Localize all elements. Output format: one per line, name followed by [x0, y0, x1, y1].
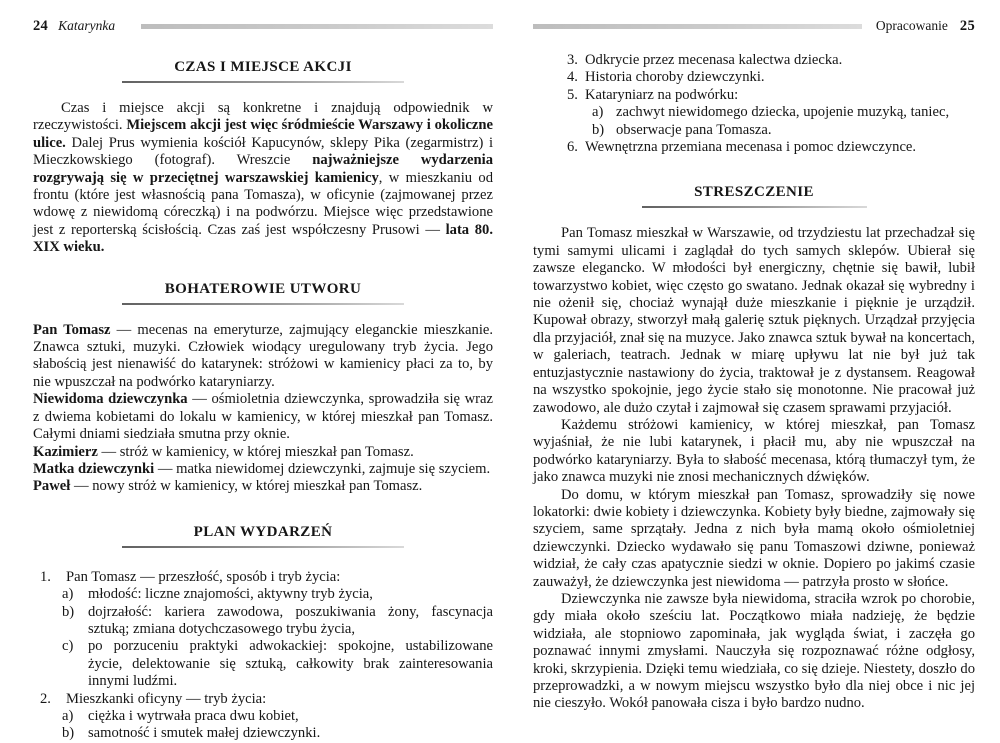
plan-item	[40, 569, 493, 586]
text-segment-bold: najważniejsze wydarzenia rozgrywają się w przeciętnej warszawskiej kamienicy	[33, 152, 493, 186]
plan-subitem	[62, 725, 493, 742]
plan-item	[567, 69, 975, 86]
plan-subitem	[592, 104, 975, 121]
plan-item-text: Pan Tomasz — przeszłość, sposób i tryb życia:	[66, 568, 341, 585]
plan-item	[567, 87, 975, 104]
running-header-right	[533, 18, 975, 34]
summary-paragraph: Do domu, w którym mieszkał pan Tomasz, sprowadziły się nowe lokatorki: dwie kobiety i dziewczynka. Kobiety były biedne, zajmowały się szyciem, same sprzątały. Jedna z nich była mamą około ośmioletniej dziewczynki. Dziecko wydawało się panu Tomaszowi dziwne, ponieważ widział, że cały czas apatycznie siedzi w oknie. Dopiero po jakimś czasie zauważył, że dziewczynka jest niewidoma — patrzyła prosto w słońce.	[533, 486, 975, 590]
plan-subitem	[62, 586, 493, 603]
plan-list-continued	[533, 52, 975, 156]
header-bar	[141, 24, 493, 29]
plan-subitem	[62, 604, 493, 639]
character-entry	[33, 391, 493, 443]
section-heading: PLAN WYDARZEŃ	[193, 523, 333, 540]
plan-subitem-text: samotność i smutek małej dziewczynki.	[88, 725, 321, 742]
plan-item-number: 4.	[567, 69, 578, 86]
character-name: Kazimierz	[33, 443, 98, 460]
plan-item-text: Odkrycie przez mecenasa kalectwa dziecka.	[585, 52, 843, 68]
paragraph-time-place	[33, 100, 493, 257]
character-desc: — matka niewidomej dziewczynki, zajmuje się szyciem.	[154, 460, 491, 477]
summary-paragraph: Dziewczynka nie zawsze była niewidoma, straciła wzrok po chorobie, gdy miała około sześciu lat. Początkowo miała nadzieję, że będzie widziała, ale stopniowo zapominała, jak wygląda świat, i zaczęła go poznawać innymi zmysłami. Nauczyła się rozpoznawać różne odgłosy, kroki, skrzypienia. Dzięki temu wiedziała, co się dzieje. Niestety, doszło do przeprowadzki, a w nowym miejscu wszystko było dla niej obce i nic jej nie cieszyło. Wokół panowała cisza i było bardzo nudno.	[533, 590, 975, 712]
heading-rule	[642, 206, 867, 208]
character-entry	[33, 478, 493, 495]
summary-paragraph: Pan Tomasz mieszkał w Warszawie, od trzydziestu lat przechadzał się tymi samymi ulicami i zaglądał do tych samych sklepów. Ubierał się zawsze elegancko. W młodości był energiczny, chętnie się bawił, lubił towarzystwo kobiet, więc często go swatano. Jednak okazał się wybredny i nie ożenił się, chociaż wynajął duże mieszkanie i pięknie je urządził. Kupował obrazy, stworzył małą galerię sztuk pięknych. Urządzał przyjęcia dla przyjaciół, znał się na muzyce. Jako znawca sztuk bywał na koncertach, w galeriach, teatrach. Jednak w miarę upływu lat nie był już tak entuzjastycznie nastawiony do życia, traktował je z dystansem. Reagował na wszystko spokojnie, jego życie stało się monotonne. Nie pracował już zawodowo, ale dużo czytał i zajmował się czasem sprawami przyjaciół.	[533, 225, 975, 416]
heading-rule	[122, 81, 404, 83]
text-segment-bold: lata 80. XIX wieku.	[33, 221, 493, 256]
page-right	[533, 18, 975, 713]
text-segment-bold: Miejscem akcji jest więc śródmieście Warszawy i okoliczne ulice.	[33, 117, 493, 151]
plan-subitem-text: po porzuceniu praktyki adwokackiej: spokojne, ustabilizowane życie, delektowanie się sztuką, całkowity brak zainteresowania innymi ludźmi.	[88, 638, 493, 690]
section-heading: STRESZCZENIE	[694, 184, 814, 201]
character-desc: — stróż w kamienicy, w której mieszkał pan Tomasz.	[97, 443, 414, 460]
text-segment: Czas i miejsce akcji są konkretne i znajdują odpowiednik w rzeczywistości.	[33, 100, 493, 134]
plan-subitem-text: ciężka i wytrwała praca dwu kobiet,	[88, 707, 299, 724]
character-name: Paweł	[33, 478, 71, 495]
heading-rule	[122, 546, 404, 548]
plan-subitem-text: młodość: liczne znajomości, aktywny tryb życia,	[88, 586, 373, 603]
running-header-left	[33, 18, 493, 34]
character-entry	[33, 461, 493, 478]
plan-subitem-label: b)	[592, 121, 605, 138]
plan-subitem-label: a)	[62, 586, 74, 603]
section-characters-heading	[33, 280, 493, 305]
plan-subitem-label: a)	[592, 104, 604, 121]
running-title: Katarynka	[58, 18, 116, 33]
plan-subitem-text: obserwacje pana Tomasza.	[616, 121, 772, 138]
character-list	[33, 322, 493, 496]
page-number: 25	[959, 17, 975, 34]
text-segment: , w mieszkaniu od frontu (które jest własnością pana Tomasza), w oficynie (zajmowanej przez wdowę z niewidomą córeczką) i na podwórzu. Miejsce więc przedstawione jest z reporterską ścisłością. Czas zaś jest współczesny Prusowi —	[33, 169, 493, 238]
plan-item-text: Mieszkanki oficyny — tryb życia:	[66, 690, 267, 707]
section-summary-heading	[533, 183, 975, 208]
plan-subitem-text: zachwyt niewidomego dziecka, upojenie muzyką, taniec,	[616, 104, 950, 121]
heading-rule	[122, 303, 404, 305]
character-entry	[33, 444, 493, 461]
plan-item	[567, 52, 975, 69]
page-number: 24	[33, 17, 49, 34]
plan-item-text: Historia choroby dziewczynki.	[585, 69, 765, 86]
section-plan-heading	[33, 523, 493, 548]
character-desc: — ośmioletnia dziewczynka, sprowadziła się wraz z dwiema kobietami do lokalu w kamienicy, w której mieszkał pan Tomasz. Całymi dniami siedziała smutna przy oknie.	[33, 391, 493, 443]
plan-item	[567, 139, 975, 156]
plan-subitem	[592, 122, 975, 139]
plan-item-text: Wewnętrzna przemiana mecenasa i pomoc dziewczynce.	[585, 139, 917, 156]
summary-section	[533, 225, 975, 712]
text-segment: Dalej Prus wymienia kościół Kapucynów, sklepy Pika (zegarmistrz) i Mieczkowskiego (fotograf). Wreszcie	[33, 134, 493, 169]
character-name: Niewidoma dziewczynka	[33, 391, 188, 408]
character-entry	[33, 322, 493, 392]
section-time-place-heading	[33, 58, 493, 83]
plan-item-number: 6.	[567, 139, 578, 156]
character-desc: — mecenas na emeryturze, zajmujący eleganckie mieszkanie. Znawca sztuki, muzyki. Człowiek wiodący uregulowany tryb życia. Jego słabością jest nienawiść do katarynek: stróżowi w kamienicy płaci za to, by nie wpuszczał na podwórko kataryniarzy.	[33, 321, 493, 390]
character-name: Pan Tomasz	[33, 321, 111, 338]
plan-subitem-label: a)	[62, 707, 74, 724]
plan-item-number: 5.	[567, 86, 578, 103]
character-name: Matka dziewczynki	[33, 460, 155, 477]
plan-item	[40, 691, 493, 708]
plan-list	[33, 569, 493, 743]
summary-paragraph: Każdemu stróżowi kamienicy, w której mieszkał, pan Tomasz wyjaśniał, że nie lubi katarynek, i płacił mu, aby nie wpuszczał na podwórko kataryniarzy. Była to słabość mecenasa, którą tłumaczył tym, że jako znawca muzyki nie znosi mechanicznych dźwięków.	[533, 416, 975, 486]
plan-item-number: 1.	[40, 568, 51, 585]
plan-item-text: Kataryniarz na podwórku:	[585, 86, 739, 103]
page-left	[33, 18, 493, 743]
plan-item-number: 3.	[567, 52, 578, 68]
character-desc: — nowy stróż w kamienicy, w której mieszkał pan Tomasz.	[70, 478, 423, 495]
plan-subitem	[62, 708, 493, 725]
plan-subitem-label: b)	[62, 725, 75, 742]
plan-subitem-text: dojrzałość: kariera zawodowa, poszukiwania żony, fascynacja sztuką; zmiana dotychczasowego trybu życia,	[88, 603, 493, 637]
running-title: Opracowanie	[875, 18, 948, 33]
header-bar	[533, 24, 862, 29]
section-heading: CZAS I MIEJSCE AKCJI	[174, 59, 352, 75]
plan-subitem-label: c)	[62, 638, 74, 655]
plan-item-number: 2.	[40, 690, 51, 707]
plan-subitem-label: b)	[62, 603, 75, 620]
section-heading: BOHATEROWIE UTWORU	[164, 280, 362, 297]
plan-subitem	[62, 638, 493, 690]
